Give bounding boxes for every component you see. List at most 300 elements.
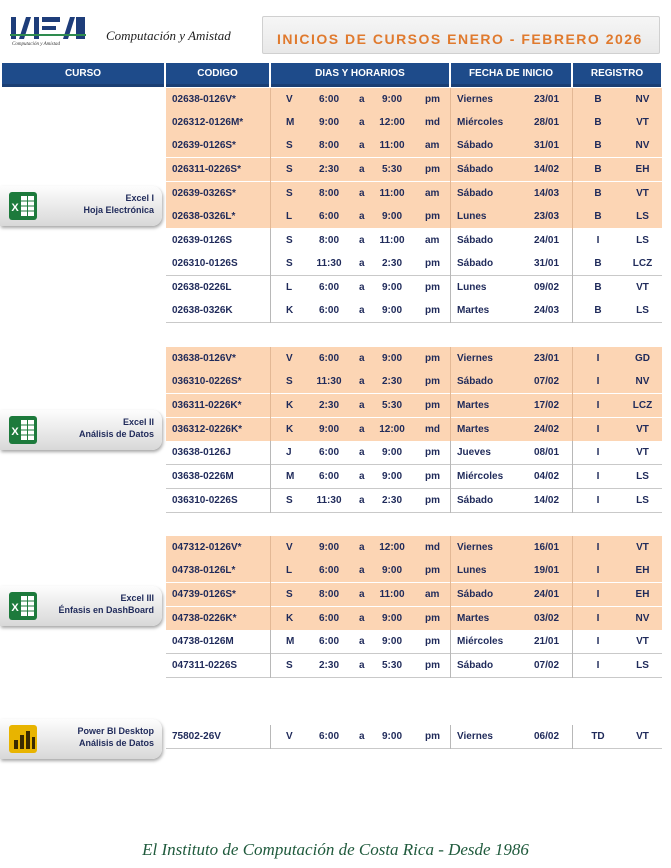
column-divider [270,441,271,465]
cell-end: 2:30 [381,376,402,387]
cell-weekday: Sábado [457,376,494,387]
cell-date: 24/02 [534,424,560,435]
table-row [166,441,662,465]
cell-reg: LCZ [632,400,653,411]
cell-end: 9:00 [381,94,402,105]
cell-start: 6:00 [318,305,339,316]
column-divider [450,394,451,418]
column-divider [450,111,451,135]
cell-day: V [286,542,293,553]
cell-weekday: Miércoles [457,117,504,128]
column-divider [450,559,451,583]
cell-date: 31/01 [534,258,560,269]
cell-type: I [596,400,600,411]
cell-day: S [286,589,293,600]
cell-start: 8:00 [318,589,339,600]
cell-day: L [286,211,293,222]
column-divider [270,229,271,253]
column-divider [270,158,271,182]
cell-sep: a [359,258,365,269]
column-divider [270,252,271,276]
table-row [166,489,662,513]
cell-end: 2:30 [381,258,402,269]
column-divider [270,88,271,112]
cell-sep: a [359,495,365,506]
column-divider [270,182,271,206]
cell-date: 17/02 [534,400,560,411]
cell-day: S [286,235,293,246]
cell-weekday: Lunes [457,282,487,293]
table-row [166,182,662,206]
logo-caption: Computación y Amistad [12,42,60,47]
cell-reg: VT [636,447,649,458]
cell-start: 2:30 [318,164,339,175]
table-row [166,299,662,323]
cell-day: M [286,636,295,647]
cell-end: 9:00 [381,305,402,316]
cell-end: 12:00 [379,542,405,553]
cell-type: I [596,589,600,600]
cell-type: I [596,542,600,553]
tagline: Computación y Amistad [106,28,231,43]
cell-period: pm [425,660,440,671]
cell-date: 24/01 [534,235,560,246]
cell-start: 6:00 [318,282,339,293]
cell-start: 6:00 [318,565,339,576]
cell-type: I [596,660,600,671]
cell-day: V [286,353,293,364]
cell-end: 9:00 [381,613,402,624]
cell-date: 23/01 [534,94,560,105]
cell-period: pm [425,282,440,293]
column-divider [270,276,271,300]
column-divider [450,158,451,182]
cell-period: am [425,140,440,151]
cell-end: 9:00 [381,447,402,458]
column-divider [450,441,451,465]
cell-day: M [286,117,295,128]
cell-weekday: Sábado [457,164,494,175]
cell-weekday: Martes [457,424,490,435]
cell-end: 9:00 [381,353,402,364]
cell-reg: LS [636,495,649,506]
cell-weekday: Lunes [457,211,487,222]
cell-weekday: Viernes [457,353,493,364]
course-subtitle: Énfasis en DashBoard [58,605,154,615]
table-row [166,536,662,560]
table-row [166,465,662,489]
cell-day: S [286,258,293,269]
column-divider [270,725,271,749]
cell-code: 75802-26V [172,731,221,742]
column-divider [450,229,451,253]
column-divider [270,370,271,394]
cell-reg: VT [636,282,649,293]
cell-date: 28/01 [534,117,560,128]
course-subtitle: Análisis de Datos [78,429,154,439]
cell-reg: EH [635,164,650,175]
cell-code: 03638-0226M [172,471,234,482]
table-row [166,418,662,442]
cell-code: 026310-0126S [172,258,238,269]
cell-date: 06/02 [534,731,560,742]
table-row [166,347,662,371]
cell-weekday: Martes [457,400,490,411]
cell-reg: NV [635,94,650,105]
cell-period: pm [425,94,440,105]
cell-code: 036310-0226S* [172,376,242,387]
cell-start: 11:30 [316,376,342,387]
cell-weekday: Martes [457,305,490,316]
cell-type: B [594,188,602,199]
column-divider [450,370,451,394]
cell-reg: LS [636,471,649,482]
cell-period: pm [425,353,440,364]
course-name: Power BI Desktop [77,726,154,736]
cell-start: 11:30 [316,495,342,506]
cell-type: I [596,447,600,458]
cell-period: am [425,589,440,600]
cell-start: 6:00 [318,211,339,222]
column-divider [270,465,271,489]
cell-code: 026312-0126M* [172,117,244,128]
title-banner [262,16,660,54]
cell-date: 21/01 [534,636,560,647]
cell-reg: LS [636,235,649,246]
cell-date: 31/01 [534,140,560,151]
cell-start: 8:00 [318,140,339,151]
cell-period: pm [425,636,440,647]
cell-code: 02639-0126S* [172,140,236,151]
course-label-excel-2 [0,410,162,450]
cell-sep: a [359,400,365,411]
course-name: Excel I [125,193,154,203]
cell-end: 11:00 [379,235,405,246]
cell-code: 03638-0126J [172,447,231,458]
cell-code: 02639-0126S [172,235,233,246]
cell-period: pm [425,495,440,506]
cell-code: 04738-0126L* [172,565,236,576]
cell-period: pm [425,613,440,624]
cell-weekday: Sábado [457,589,494,600]
cell-date: 23/01 [534,353,560,364]
cell-weekday: Miércoles [457,471,504,482]
cell-type: I [596,235,600,246]
cell-reg: LS [636,660,649,671]
cell-end: 5:30 [381,660,402,671]
cell-code: 036312-0226K* [172,424,243,435]
cell-end: 11:00 [379,188,405,199]
cell-period: md [425,542,440,553]
cell-start: 9:00 [318,117,339,128]
cell-end: 11:00 [379,140,405,151]
table-row [166,205,662,229]
column-divider [450,725,451,749]
cell-end: 9:00 [381,282,402,293]
cell-reg: VT [636,542,649,553]
cell-sep: a [359,305,365,316]
cell-reg: NV [635,376,650,387]
cell-code: 026311-0226S* [172,164,241,175]
cell-type: B [594,282,602,293]
cell-start: 6:00 [318,613,339,624]
cell-reg: LS [636,305,649,316]
column-divider [450,465,451,489]
column-divider [270,111,271,135]
cell-end: 11:00 [379,589,405,600]
cell-sep: a [359,94,365,105]
cell-start: 8:00 [318,188,339,199]
cell-type: TD [591,731,605,742]
cell-reg: LCZ [632,258,653,269]
cell-start: 11:30 [316,258,342,269]
cell-day: M [286,471,295,482]
cell-sep: a [359,188,365,199]
cell-date: 09/02 [534,282,560,293]
cell-day: L [286,565,293,576]
cell-start: 2:30 [318,400,339,411]
column-divider [450,536,451,560]
svg-text:X: X [11,426,19,438]
cell-sep: a [359,140,365,151]
excel-icon [8,190,38,222]
table-row [166,158,662,182]
cell-start: 6:00 [318,447,339,458]
cell-start: 6:00 [318,731,339,742]
cell-end: 12:00 [379,117,405,128]
cell-code: 036311-0226K* [172,400,242,411]
cell-code: 047312-0126V* [172,542,242,553]
cell-end: 9:00 [381,211,402,222]
column-divider [450,418,451,442]
cell-code: 02638-0326L* [172,211,236,222]
column-divider [270,347,271,371]
column-divider [270,418,271,442]
cell-sep: a [359,353,365,364]
cell-end: 9:00 [381,636,402,647]
column-divider [450,88,451,112]
cell-period: pm [425,471,440,482]
table-row [166,252,662,276]
column-divider [270,630,271,654]
cell-weekday: Sábado [457,235,494,246]
cell-sep: a [359,589,365,600]
column-divider [450,205,451,229]
table-row [166,370,662,394]
cell-type: B [594,305,602,316]
table-row [166,725,662,749]
cell-type: I [596,376,600,387]
column-header-fecha-inicio: FECHA DE INICIO [451,63,571,87]
cell-day: V [286,94,293,105]
cell-type: I [596,613,600,624]
cell-period: pm [425,565,440,576]
cell-end: 9:00 [381,471,402,482]
cell-period: am [425,188,440,199]
column-divider [270,559,271,583]
cell-sep: a [359,235,365,246]
cell-start: 8:00 [318,235,339,246]
cell-weekday: Sábado [457,140,494,151]
cell-period: pm [425,164,440,175]
cell-date: 23/03 [534,211,560,222]
cell-code: 03638-0126V* [172,353,236,364]
page-header [0,8,663,50]
cell-code: 04738-0226K* [172,613,237,624]
cell-end: 12:00 [379,424,405,435]
column-divider [270,607,271,631]
cell-sep: a [359,636,365,647]
cell-weekday: Sábado [457,660,494,671]
column-divider [450,607,451,631]
cell-reg: VT [636,188,649,199]
column-divider [270,299,271,323]
column-header-curso: CURSO [2,63,164,87]
table-row [166,134,662,158]
cell-weekday: Jueves [457,447,491,458]
cell-date: 04/02 [534,471,560,482]
cell-day: K [286,305,294,316]
table-row [166,583,662,607]
cell-code: 02638-0226L [172,282,232,293]
cell-period: pm [425,447,440,458]
column-divider [270,134,271,158]
column-divider [270,394,271,418]
cell-date: 03/02 [534,613,560,624]
cell-date: 16/01 [534,542,560,553]
cell-type: I [596,424,600,435]
cell-sep: a [359,282,365,293]
column-header-dias-horarios: DIAS Y HORARIOS [271,63,449,87]
excel-icon [8,414,38,446]
cell-type: I [596,565,600,576]
cell-type: I [596,636,600,647]
cell-code: 02639-0326S* [172,188,236,199]
cell-start: 6:00 [318,471,339,482]
cell-type: B [594,164,602,175]
cell-reg: VT [636,636,649,647]
cell-period: pm [425,258,440,269]
cell-period: pm [425,400,440,411]
cell-sep: a [359,565,365,576]
column-header-codigo: CODIGO [166,63,269,87]
cell-code: 047311-0226S [172,660,238,671]
cell-period: md [425,424,440,435]
cell-period: pm [425,731,440,742]
course-label-power-bi [0,719,162,759]
cell-day: S [286,495,293,506]
cell-day: K [286,400,294,411]
page-title: INICIOS DE CURSOS ENERO - FEBRERO 2026 [277,31,643,47]
column-divider [450,134,451,158]
cell-start: 6:00 [318,94,339,105]
column-divider [450,252,451,276]
logo-mark-icon [8,14,88,42]
cell-period: pm [425,376,440,387]
cell-end: 9:00 [381,731,402,742]
cell-weekday: Viernes [457,542,493,553]
course-name: Excel II [122,417,154,427]
column-divider [450,489,451,513]
cell-reg: NV [635,613,650,624]
cell-weekday: Miércoles [457,636,504,647]
column-divider [450,347,451,371]
cell-sep: a [359,660,365,671]
cell-day: S [286,376,293,387]
cell-end: 9:00 [381,565,402,576]
cell-day: S [286,140,293,151]
cell-day: V [286,731,293,742]
cell-sep: a [359,424,365,435]
course-subtitle: Análisis de Datos [78,738,154,748]
cell-date: 14/02 [534,164,560,175]
cell-period: md [425,117,440,128]
cell-period: am [425,235,440,246]
cell-date: 08/01 [534,447,560,458]
cell-start: 9:00 [318,424,339,435]
column-header-registro: REGISTRO [573,63,661,87]
cell-start: 6:00 [318,353,339,364]
cell-reg: VT [636,424,649,435]
column-divider [270,654,271,678]
cell-weekday: Sábado [457,495,494,506]
table-row [166,630,662,654]
cell-date: 24/01 [534,589,560,600]
cell-weekday: Viernes [457,94,493,105]
cell-sep: a [359,117,365,128]
table-row [166,276,662,300]
cell-reg: EH [635,589,650,600]
cell-sep: a [359,542,365,553]
cell-code: 02638-0326K [172,305,233,316]
cell-period: pm [425,305,440,316]
cell-type: B [594,258,602,269]
cell-code: 04739-0126S* [172,589,236,600]
cell-weekday: Lunes [457,565,487,576]
cell-type: I [596,471,600,482]
cell-date: 14/03 [534,188,560,199]
table-row [166,654,662,678]
column-divider [450,299,451,323]
cell-reg: NV [635,140,650,151]
cell-type: B [594,211,602,222]
cell-sep: a [359,613,365,624]
cell-day: K [286,613,294,624]
table-row [166,559,662,583]
table-row [166,229,662,253]
power-bi-icon [8,723,38,755]
course-name: Excel III [120,593,154,603]
cell-sep: a [359,731,365,742]
column-divider [270,536,271,560]
cell-end: 5:30 [381,400,402,411]
cell-day: S [286,164,293,175]
column-divider [450,276,451,300]
footer-text: El Instituto de Computación de Costa Rica - Desde 1986 [142,840,529,859]
table-row [166,607,662,631]
column-divider [450,654,451,678]
cell-date: 07/02 [534,660,560,671]
svg-text:X: X [11,202,19,214]
cell-day: K [286,424,294,435]
cell-weekday: Sábado [457,188,494,199]
cell-date: 19/01 [534,565,560,576]
cell-type: B [594,140,602,151]
cell-reg: LS [636,211,649,222]
cell-reg: EH [635,565,650,576]
cell-end: 2:30 [381,495,402,506]
cell-reg: VT [636,731,649,742]
